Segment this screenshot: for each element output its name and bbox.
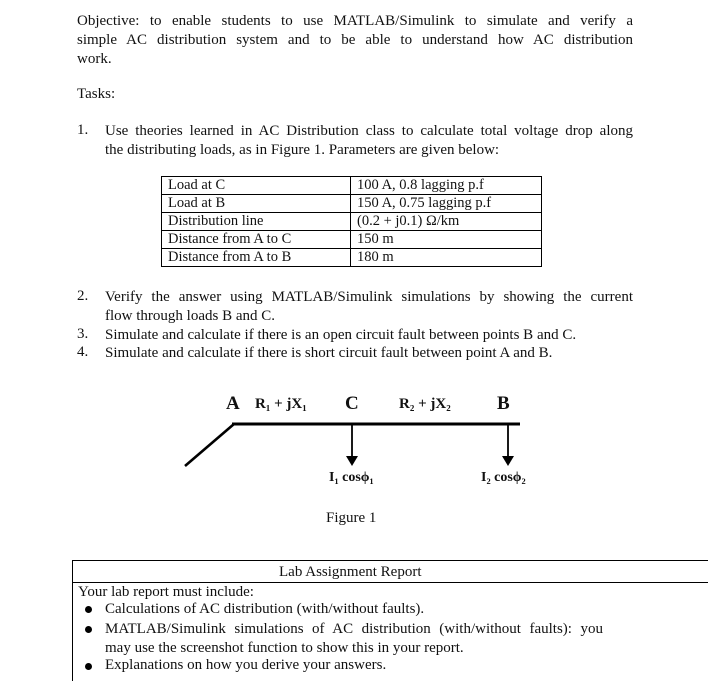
task-line: the distributing loads, as in Figure 1. Parameters are given below: (105, 142, 500, 158)
objective-line: work. (77, 51, 112, 67)
objective-line: simple AC distribution system and to be able to understand how AC distribution (77, 32, 633, 48)
node-a-label: A (226, 393, 240, 414)
report-bullet-item (105, 620, 603, 658)
param-value: 150 m (351, 231, 542, 249)
param-value: 100 A, 0.8 lagging p.f (351, 177, 542, 195)
task-line: flow through loads B and C. (105, 308, 275, 324)
task-line: Simulate and calculate if there is short circuit fault between point A and B. (105, 345, 553, 361)
source-feeder-line (185, 424, 234, 466)
load-c-arrowhead (346, 456, 358, 466)
node-b-label: B (497, 393, 510, 414)
bullet-icon (85, 606, 92, 613)
current-1-label: I₁ cosϕ₁ (329, 470, 374, 485)
param-label: Distance from A to B (162, 249, 351, 267)
report-header-divider (72, 582, 708, 583)
report-title: Lab Assignment Report (279, 564, 422, 580)
node-c-label: C (345, 393, 359, 414)
report-bullet-text: Explanations on how you derive your answers. (105, 657, 387, 673)
figure-caption: Figure 1 (326, 510, 377, 526)
task-number: 3. (77, 326, 89, 342)
task-line: Verify the answer using MATLAB/Simulink simulations by showing the current (105, 289, 633, 305)
report-bullet-text: MATLAB/Simulink simulations of AC distribution (with/without faults): you (105, 621, 603, 637)
impedance-1-label: R₁ + jX₁ (255, 396, 307, 412)
impedance-2-label: R₂ + jX₂ (399, 396, 451, 412)
tasks-heading: Tasks: (77, 86, 116, 102)
param-label: Distribution line (162, 213, 351, 231)
param-value: 180 m (351, 249, 542, 267)
bullet-icon (85, 626, 92, 633)
param-label: Load at B (162, 195, 351, 213)
param-label: Distance from A to C (162, 231, 351, 249)
task-number: 1. (77, 122, 89, 138)
objective-line: Objective: to enable students to use MATLAB/Simulink to simulate and verify a (77, 13, 633, 29)
param-value: 150 A, 0.75 lagging p.f (351, 195, 542, 213)
load-b-arrowhead (502, 456, 514, 466)
task-line: Use theories learned in AC Distribution class to calculate total voltage drop along (105, 123, 633, 139)
task-line: Simulate and calculate if there is an open circuit fault between points B and C. (105, 327, 577, 343)
task-number: 4. (77, 344, 89, 360)
bullet-icon (85, 663, 92, 670)
param-label: Load at C (162, 177, 351, 195)
report-bullet-text: may use the screenshot function to show this in your report. (105, 640, 464, 656)
task-number: 2. (77, 288, 89, 304)
param-value: (0.2 + j0.1) Ω/km (351, 213, 542, 231)
report-intro: Your lab report must include: (78, 584, 254, 600)
current-2-label: I₂ cosϕ₂ (481, 470, 526, 485)
report-bullet-text: Calculations of AC distribution (with/without faults). (105, 601, 425, 617)
